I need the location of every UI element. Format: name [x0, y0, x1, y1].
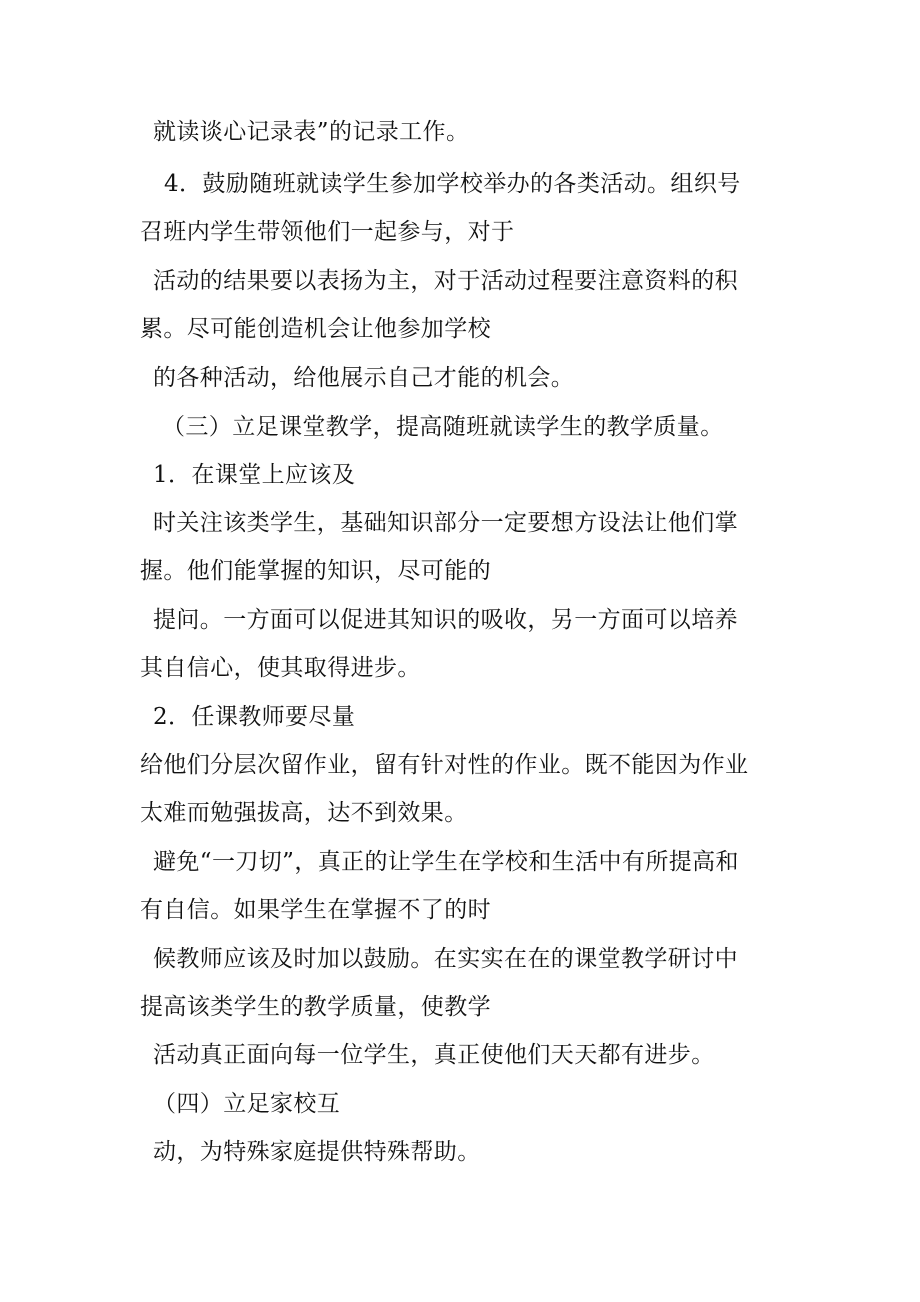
- text-line: 就读谈心记录表”的记录工作。: [153, 119, 470, 145]
- text-line: 给他们分层次留作业，留有针对性的作业。既不能因为作业: [140, 752, 749, 778]
- section-heading: （三）立足课堂教学，提高随班就读学生的教学质量。: [162, 414, 724, 440]
- text-line: 动，为特殊家庭提供特殊帮助。: [153, 1139, 481, 1165]
- text-line: 避免“一刀切”，真正的让学生在学校和生活中有所提高和: [153, 849, 739, 875]
- text-line: 候教师应该及时加以鼓励。在实实在在的课堂教学研讨中: [153, 946, 738, 972]
- text-line: 召班内学生带领他们一起参与，对于: [140, 219, 515, 245]
- text-line: 4．鼓励随班就读学生参加学校举办的各类活动。组织号: [164, 171, 741, 197]
- text-line: 提问。一方面可以促进其知识的吸收，另一方面可以培养: [153, 607, 738, 633]
- text-line: 的各种活动，给他展示自己才能的机会。: [153, 365, 575, 391]
- section-heading: （四）立足家校互: [153, 1091, 341, 1117]
- text-line: 2．任课教师要尽量: [153, 704, 356, 730]
- text-line: 太难而勉强拔高，达不到效果。: [140, 800, 468, 826]
- text-line: 有自信。如果学生在掌握不了的时: [140, 897, 491, 923]
- text-line: 握。他们能掌握的知识，尽可能的: [140, 558, 491, 584]
- text-line: 提高该类学生的教学质量，使教学: [140, 994, 491, 1020]
- text-line: 时关注该类学生，基础知识部分一定要想方设法让他们掌: [153, 510, 738, 536]
- text-line: 1．在课堂上应该及: [153, 462, 356, 488]
- text-line: 其自信心，使其取得进步。: [140, 655, 421, 681]
- text-line: 累。尽可能创造机会让他参加学校: [140, 316, 491, 342]
- text-line: 活动真正面向每一位学生，真正使他们天天都有进步。: [153, 1042, 715, 1068]
- text-line: 活动的结果要以表扬为主，对于活动过程要注意资料的积: [153, 268, 738, 294]
